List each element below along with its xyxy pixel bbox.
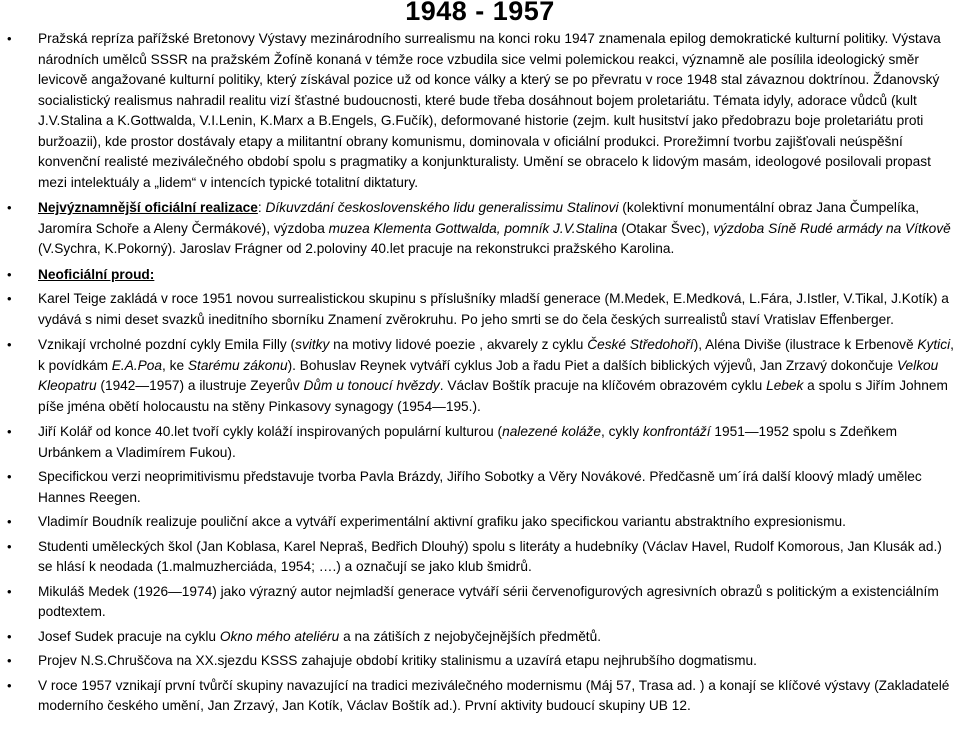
italic-text: E.A.Poa [111,357,163,373]
text-run: ), Aléna Diviše (ilustrace k Erbenově [693,337,918,352]
bullet-icon: • [7,677,12,693]
bullet-icon: • [7,266,12,282]
italic-text: Kytici [917,337,951,352]
text-run: (1942—1957) a ilustruje Zeyerův [96,378,304,393]
italic-text: Díkuvzdání československého lidu generalissimu Stalinovi [265,200,619,215]
bullet-icon: • [7,424,12,439]
text-run: 1951—1952 spolu s Zdeňkem Urbánkem a Vladimírem Fukou). [38,424,897,460]
italic-text: Dům u tonoucí hvězdy [303,378,440,393]
bullet-item [0,582,960,623]
bullet-icon: • [7,583,12,599]
bullet-icon: • [7,291,12,306]
bullet-icon: • [7,31,12,46]
text-run: Pražská repríza pařížské Bretonovy Výstavy mezinárodního surrealismu na konci roku 1947 znamenala epilog demokratické kulturní politiky. Výstava národních umělců SSSR na pražském Žofíně konaná v témže roce vzbudila sice velmi polemickou reakci, významně ale posílila ideologický směr levicově angažované kulturní politiky, který získával pozice už od konce války a který se po převratu v roce 1948 stal závaznou doktrínou. Ždanovský socialistický realismus nahradil realitu vizí šťastné budoucnosti, které bude třeba dosáhnout bojem proletariátu. Témata idyly, adorace vůdců (kult J.V.Stalina a K.Gottwalda, V.I.Lenin, K.Marx a B.Engels, G.Fučík), deformované historie (zejm. kult husitství jako předobrazu boje proletariátu proti buržoazii), kde prostor dostávaly etapy a militantní obrany komunismu, dominovala v oficiální produkci. Prorežimní tvorbu zajišťovali neúspěšní konvenční realisté meziválečného období spolu s pragmatiky a konjunkturalisty. Umění se obracelo k lidovým masám, ideologové posilovali propast mezi intelektuály a „lidem“ v intencích typické totalitní diktatury. [38,31,941,190]
text-run: (kolektivní monumentální obraz Jana Čumpelíka, Jaromíra Schoře a Aleny Čermákové), výzdoba [38,200,920,236]
text-run: Josef Sudek pracuje na cyklu [38,628,220,644]
bullet-item [0,198,960,260]
text-run: , k povídkám [38,337,954,373]
italic-text: České Středohoří [587,337,694,352]
text-run: Mikuláš Medek (1926—1974) jako výrazný autor nejmladší generace vytváří sérii červenofigurových agresivních obrazů s politickým a existenciálním podtextem. [38,583,939,619]
text-run: a spolu s Jiřím Johnem píše jména obětí holocaustu na stěny Pinkasovy synagogy (1954—195.). [38,378,948,414]
bullet-icon: • [7,653,12,668]
bullet-item [0,289,960,330]
text-run: Jiří Kolář od konce 40.let tvoří cykly koláží inspirovaných populární kulturou ( [38,424,503,439]
bullet-icon: • [7,514,12,529]
text-run: Vladimír Boudník realizuje pouliční akce a vytváří experimentální aktivní grafiku jako specifickou variantu abstraktního expresionismu. [38,514,846,529]
italic-text: Lebek [766,378,804,393]
italic-text: muzea Klementa Gottwalda, pomník J.V.Stalina [328,220,618,236]
text-run: : [257,200,266,215]
bullet-list [0,29,960,721]
text-run: Studenti uměleckých škol (Jan Koblasa, Karel Nepraš, Bedřich Dlouhý) spolu s literáty a hudebníky (Václav Havel, Rudolf Komorous, Jan Klusák ad.) se hlásí k neodada (1.malmuzherciáda, 1954; ….) a označují se jako klub šmidrů. [38,538,942,574]
italic-text: Velkou Kleopatru [38,357,939,393]
section-heading [0,265,960,286]
italic-text: Okno mého ateliéru [219,628,340,644]
text-run: , ke [162,357,188,373]
bullet-item [0,676,960,717]
italic-text: konfrontáží [642,424,711,439]
bullet-icon: • [7,337,12,352]
bullet-item [0,651,960,672]
bullet-item [0,335,960,417]
text-run: Vznikají vrcholné pozdní cykly Emila Filly ( [38,337,296,352]
bullet-item [0,627,960,648]
italic-text: výzdoba Síně Rudé armády na Vítkově [713,220,951,236]
text-run: a na zátiších z nejobyčejnějších předmětů. [339,628,602,644]
text-run: (Otakar Švec), [617,220,714,236]
text-run: ). Bohuslav Reynek vytváří cyklus Job a řadu Piet a dalších biblických výjevů, Jan Zrzavý dokončuje [287,357,897,373]
emphasis-text: Nejvýznamnější oficiální realizace [38,200,258,215]
bullet-icon: • [7,538,12,554]
text-run: Specifickou verzi neoprimitivismu představuje tvorba Pavla Brázdy, Jiřího Sobotky a Věry Novákové. Předčasně um´írá další kloový mladý umělec Hannes Reegen. [38,469,922,505]
bullet-icon: • [7,200,12,215]
text-run: Karel Teige zakládá v roce 1951 novou surrealistickou skupinu s příslušníky mladší generace (M.Medek, E.Medková, L.Fára, J.Istler, V.Tikal, J.Kotík) a vydává s nimi deset svazků ineditního sborníku Znamení zvěrokruhu. Po jeho smrti se do čela českých surrealistů staví Vratislav Effenberger. [38,291,949,327]
bullet-item [0,467,960,508]
bullet-item [0,537,960,578]
bullet-item [0,512,960,533]
bullet-item [0,422,960,463]
text-run: , cykly [601,424,643,439]
text-run: . Václav Boštík pracuje na klíčovém obrazovém cyklu [439,378,767,393]
text-run: V roce 1957 vznikají první tvůrčí skupiny navazující na tradici meziválečného modernismu (Máj 57, Trasa ad. ) a konají se klíčové výstavy (Zakladatelé moderního českého umění, Jan Zrzavý, Jan Kotík, Václav Boštík ad.). První aktivity budoucí skupiny UB 12. [38,677,950,713]
text-run: na motivy lidové poezie , akvarely z cyklu [329,337,588,352]
emphasis-text: Neoficiální proud: [38,266,155,282]
bullet-item [0,29,960,193]
page-title: 1948 - 1957 [405,0,555,26]
text-run: Projev N.S.Chruščova na XX.sjezdu KSSS zahajuje období kritiky stalinismu a uzavírá etapu nejhrubšího dogmatismu. [38,653,757,668]
text-run: (V.Sychra, K.Pokorný). Jaroslav Frágner od 2.poloviny 40.let pracuje na rekonstrukci pražského Karolina. [38,241,675,256]
italic-text: svitky [295,337,330,352]
italic-text: Starému zákonu [187,357,288,373]
bullet-icon: • [7,469,12,484]
bullet-icon: • [7,628,12,644]
italic-text: nalezené koláže [502,424,602,439]
